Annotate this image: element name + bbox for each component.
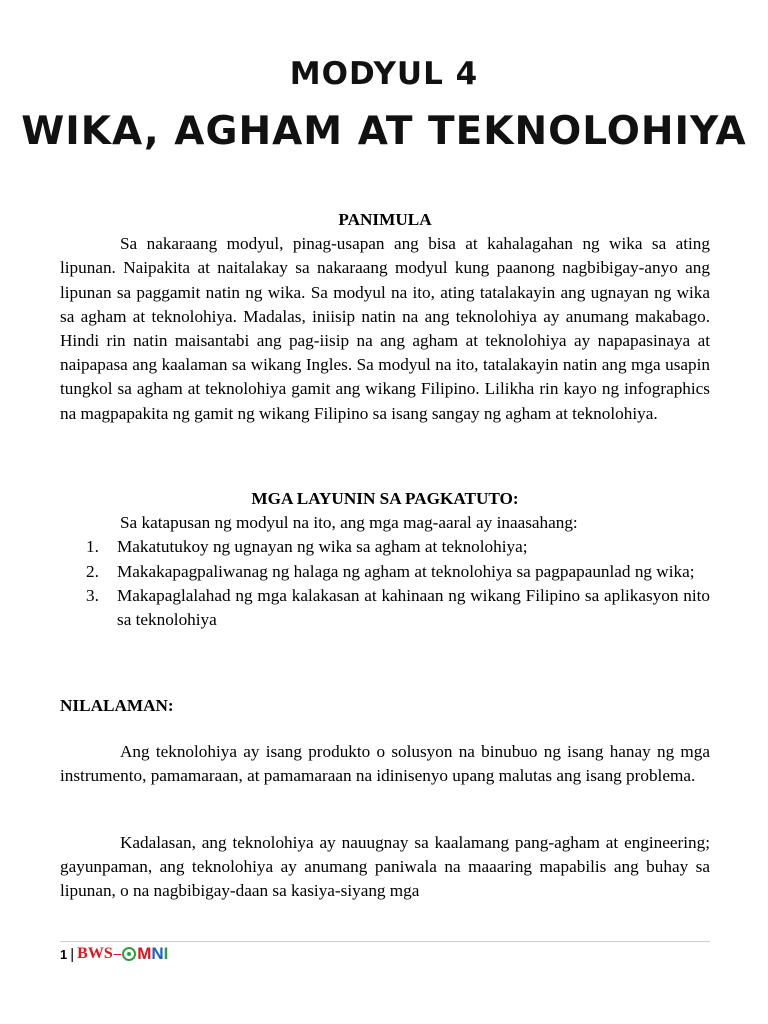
page-number: 1 [60,946,68,962]
brand-letter-n: N [151,944,164,963]
content-paragraph-2-block [60,831,710,904]
footer [60,944,168,964]
list-item [60,535,710,559]
objectives-list [60,535,710,632]
list-text: Makatutukoy ng ugnayan ng wika sa agham at teknolohiya; [117,537,528,557]
objectives-section [60,487,710,632]
objectives-heading: MGA LAYUNIN SA PAGKATUTO: [251,489,519,508]
brand-letter-i: I [163,944,169,963]
list-number: 2. [86,561,99,581]
brand-omni-logo [122,944,168,964]
list-item [60,560,710,584]
brand-dash: – [113,945,122,962]
content-paragraph-1-block [60,740,710,788]
list-text: Makapaglalahad ng mga kalakasan at kahinaan ng wikang Filipino sa aplikasyon nito sa teknolohiya [117,585,710,630]
content-paragraph-2: Kadalasan, ang teknolohiya ay nauugnay sa kaalamang pang-agham at engineering; gayunpaman, ang teknolohiya ay anumang paniwala na maaaring mapabilis ang buhay sa lipunan, o na nagbibigay-daan sa kasiya-siyang mga [60,833,710,901]
content-section [60,694,710,718]
objectives-lead: Sa katapusan ng modyul na ito, ang mga mag-aaral ay inaasahang: [120,513,578,533]
content-paragraph-1: Ang teknolohiya ay isang produkto o solusyon na binubuo ng isang hanay ng mga instrumento, pamamaraan, at pamamaraan na idinisenyo upang malutas ang isang problema. [60,742,710,786]
footer-divider [60,941,710,942]
list-item [60,584,710,632]
intro-paragraph: Sa nakaraang modyul, pinag-usapan ang bisa at kahalagahan ng wika sa ating lipunan. Naipakita at naitalakay sa nakaraang modyul kung paanong nagbibigay-anyo ang lipunan sa paggamit natin ng wika. Sa modyul na ito, ating tatalakayin ang ugnayan ng wika sa agham at teknolohiya. Madalas, iniisip natin na ang teknolohiya ay anumang makabago. Hindi rin natin maisantabi ang pag-iisip na ang agham at teknolohiya ay napapasinaya at naipapasa ang kaalaman sa wikang Ingles. Sa modyul na ito, tatalakayin natin ang mga usapin tungkol sa agham at teknolohiya gamit ang wikang Filipino. Lilikha rin kayo ng infographics na magpapakita ng gamit ng wikang Filipino sa isang sangay ng agham at teknolohiya. [60,234,710,423]
list-number: 1. [86,537,99,557]
intro-section [60,208,710,426]
list-number: 3. [86,585,99,605]
footer-separator: | [70,945,75,963]
intro-heading: PANIMULA [338,210,432,229]
list-text: Makakapagpaliwanag ng halaga ng agham at teknolohiya sa pagpapaunlad ng wika; [117,561,695,581]
module-number: MODYUL 4 [289,56,479,92]
page-title: WIKA, AGHAM AT TEKNOLOHIYA [21,109,747,154]
brand-letter-m: M [137,944,152,963]
globe-o-icon [122,947,136,961]
brand-bws: BWS [77,945,113,962]
content-heading: NILALAMAN: [60,696,174,715]
